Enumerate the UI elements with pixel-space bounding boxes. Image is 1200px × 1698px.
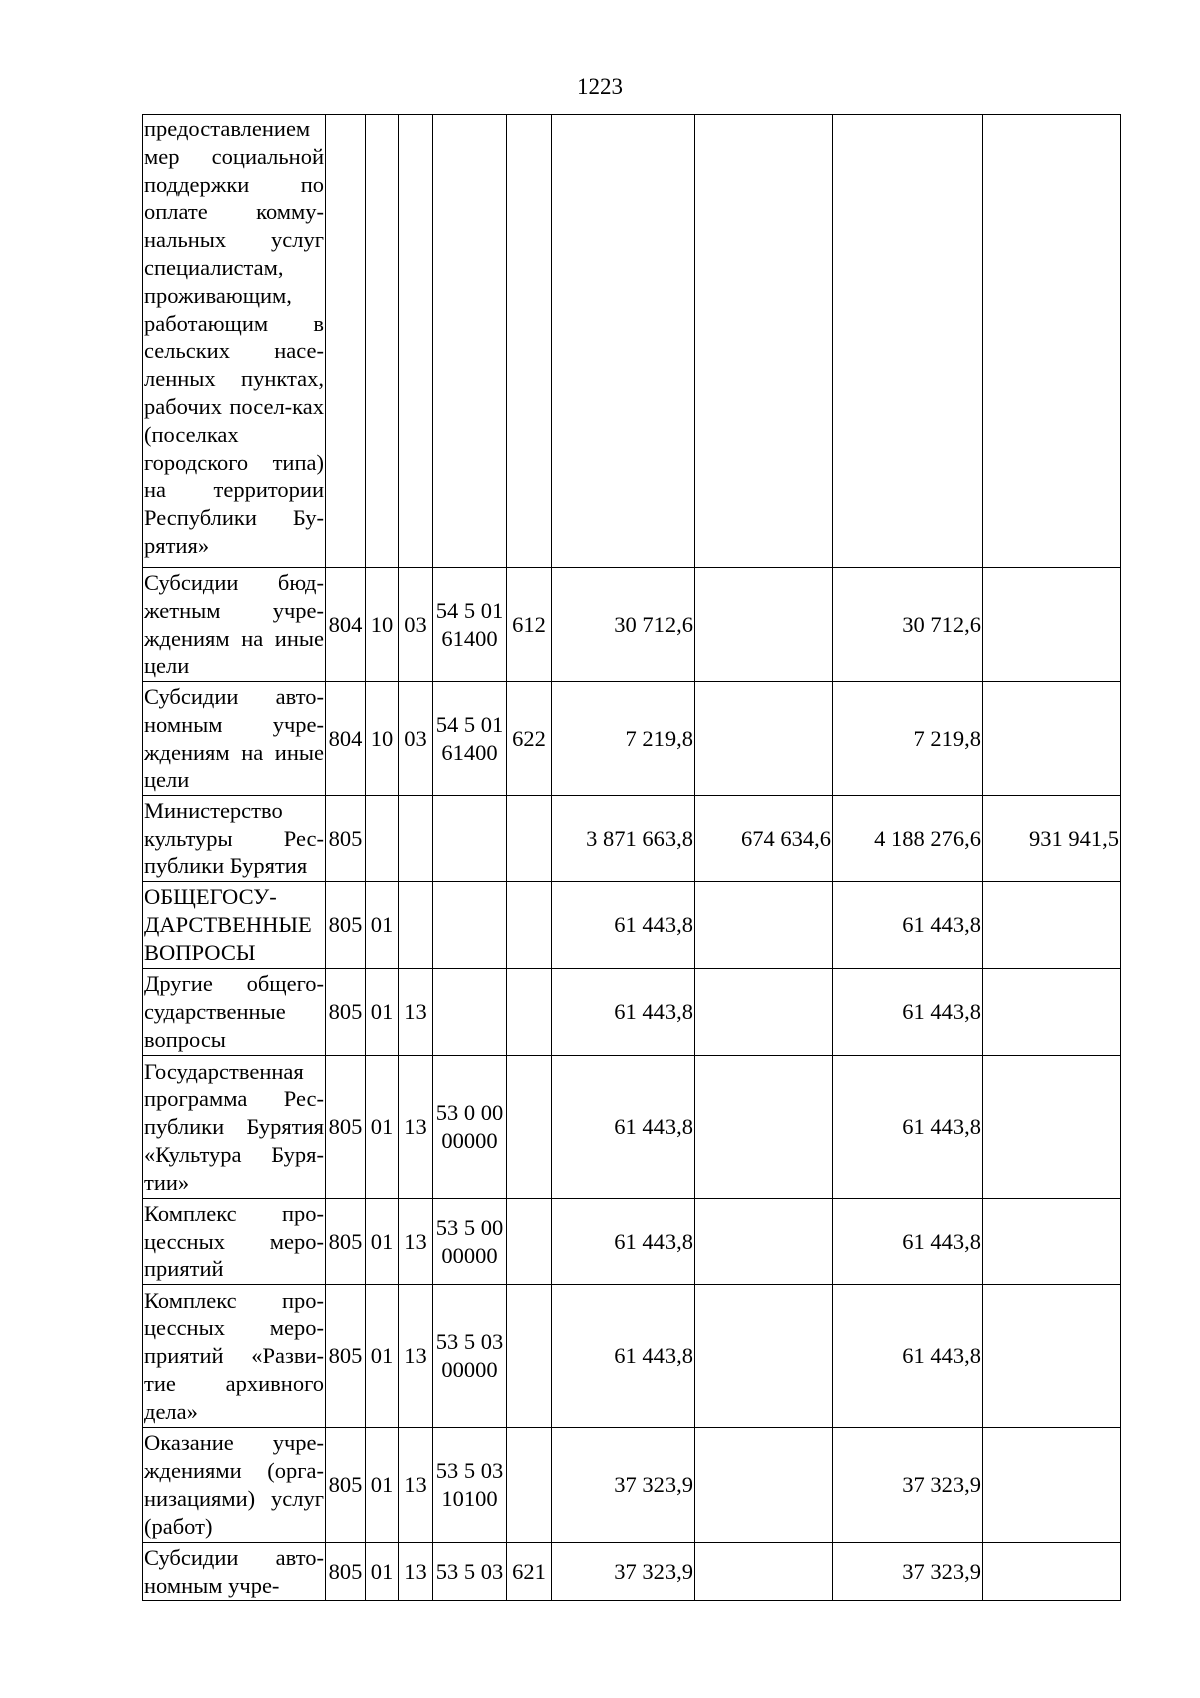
row-value-1: 61 443,8 bbox=[552, 1199, 695, 1285]
row-value-3: 7 219,8 bbox=[833, 682, 983, 796]
row-subsection-code: 13 bbox=[399, 1543, 433, 1601]
row-value-4 bbox=[983, 1199, 1121, 1285]
row-target-article bbox=[433, 882, 507, 969]
row-gr-code: 804 bbox=[326, 682, 366, 796]
row-subsection-code: 13 bbox=[399, 1199, 433, 1285]
table-row bbox=[143, 1543, 1121, 1601]
row-value-2 bbox=[695, 115, 833, 568]
row-value-3: 4 188 276,6 bbox=[833, 796, 983, 882]
row-gr-code: 805 bbox=[326, 796, 366, 882]
row-subsection-code bbox=[399, 115, 433, 568]
row-gr-code: 805 bbox=[326, 1056, 366, 1199]
row-value-2 bbox=[695, 1199, 833, 1285]
row-expense-type: 612 bbox=[507, 568, 552, 682]
row-expense-type bbox=[507, 1056, 552, 1199]
row-target-article: 53 5 00 00000 bbox=[433, 1199, 507, 1285]
row-value-3: 61 443,8 bbox=[833, 1056, 983, 1199]
row-value-1: 61 443,8 bbox=[552, 882, 695, 969]
row-subsection-code: 13 bbox=[399, 1428, 433, 1543]
row-value-2 bbox=[695, 1056, 833, 1199]
page-number: 1223 bbox=[577, 74, 623, 99]
row-target-article: 54 5 01 61400 bbox=[433, 568, 507, 682]
row-subsection-code: 13 bbox=[399, 1056, 433, 1199]
row-expense-type bbox=[507, 969, 552, 1056]
row-name: Субсидии бюд-жетным учре-ждениям на иные цели bbox=[143, 568, 326, 682]
row-value-4 bbox=[983, 1543, 1121, 1601]
row-value-2 bbox=[695, 969, 833, 1056]
row-value-2 bbox=[695, 1543, 833, 1601]
row-value-4 bbox=[983, 969, 1121, 1056]
row-value-1: 3 871 663,8 bbox=[552, 796, 695, 882]
row-gr-code: 805 bbox=[326, 969, 366, 1056]
row-value-3: 37 323,9 bbox=[833, 1543, 983, 1601]
row-section-code: 01 bbox=[366, 969, 399, 1056]
row-name: ОБЩЕГОСУ-ДАРСТВЕННЫЕ ВОПРОСЫ bbox=[143, 882, 326, 969]
table-row bbox=[143, 115, 1121, 568]
row-name: Министерство культуры Рес-публики Бурятия bbox=[143, 796, 326, 882]
row-section-code: 01 bbox=[366, 1056, 399, 1199]
row-value-2 bbox=[695, 682, 833, 796]
table-row bbox=[143, 1199, 1121, 1285]
row-gr-code: 805 bbox=[326, 1199, 366, 1285]
row-gr-code: 805 bbox=[326, 1285, 366, 1428]
row-expense-type: 621 bbox=[507, 1543, 552, 1601]
row-section-code: 01 bbox=[366, 1285, 399, 1428]
table-row bbox=[143, 1428, 1121, 1543]
row-expense-type bbox=[507, 1199, 552, 1285]
row-section-code: 10 bbox=[366, 682, 399, 796]
row-gr-code: 805 bbox=[326, 882, 366, 969]
row-subsection-code: 13 bbox=[399, 969, 433, 1056]
row-expense-type bbox=[507, 882, 552, 969]
row-value-4 bbox=[983, 115, 1121, 568]
table-row bbox=[143, 568, 1121, 682]
row-gr-code: 805 bbox=[326, 1543, 366, 1601]
row-section-code: 01 bbox=[366, 1199, 399, 1285]
row-target-article: 53 0 00 00000 bbox=[433, 1056, 507, 1199]
row-section-code: 01 bbox=[366, 1543, 399, 1601]
row-value-1: 37 323,9 bbox=[552, 1543, 695, 1601]
row-value-1: 37 323,9 bbox=[552, 1428, 695, 1543]
row-value-3: 61 443,8 bbox=[833, 1285, 983, 1428]
row-subsection-code: 03 bbox=[399, 682, 433, 796]
table-row bbox=[143, 882, 1121, 969]
row-value-3 bbox=[833, 115, 983, 568]
row-name: Комплекс про-цессных меро-приятий «Разви-тие архивного дела» bbox=[143, 1285, 326, 1428]
row-value-4 bbox=[983, 1285, 1121, 1428]
table-row bbox=[143, 969, 1121, 1056]
row-name: Государственная программа Рес-публики Бурятия «Культура Буря-тии» bbox=[143, 1056, 326, 1199]
row-value-1: 61 443,8 bbox=[552, 1056, 695, 1199]
row-value-4 bbox=[983, 568, 1121, 682]
table-row bbox=[143, 1056, 1121, 1199]
row-target-article bbox=[433, 796, 507, 882]
row-subsection-code: 13 bbox=[399, 1285, 433, 1428]
row-value-3: 61 443,8 bbox=[833, 1199, 983, 1285]
row-value-3: 61 443,8 bbox=[833, 882, 983, 969]
row-section-code: 01 bbox=[366, 1428, 399, 1543]
table-row bbox=[143, 682, 1121, 796]
table-row bbox=[143, 1285, 1121, 1428]
row-expense-type bbox=[507, 796, 552, 882]
row-value-3: 30 712,6 bbox=[833, 568, 983, 682]
row-target-article bbox=[433, 969, 507, 1056]
row-target-article: 53 5 03 00000 bbox=[433, 1285, 507, 1428]
row-value-4 bbox=[983, 1428, 1121, 1543]
row-gr-code: 804 bbox=[326, 568, 366, 682]
row-name: предоставлением мер социальной поддержки по оплате комму-нальных услуг специалистам, проживающим, работающим в сельских насе-ленных пунктах, рабочих посел-ках (поселках городского типа) на территории Республики Бу-рятия» bbox=[143, 115, 326, 568]
row-value-1: 61 443,8 bbox=[552, 1285, 695, 1428]
row-gr-code: 805 bbox=[326, 1428, 366, 1543]
row-target-article: 53 5 03 10100 bbox=[433, 1428, 507, 1543]
row-value-1: 61 443,8 bbox=[552, 969, 695, 1056]
row-target-article bbox=[433, 115, 507, 568]
row-value-4 bbox=[983, 1056, 1121, 1199]
row-gr-code bbox=[326, 115, 366, 568]
row-value-1 bbox=[552, 115, 695, 568]
row-value-4 bbox=[983, 682, 1121, 796]
row-expense-type bbox=[507, 1285, 552, 1428]
row-section-code: 01 bbox=[366, 882, 399, 969]
row-section-code bbox=[366, 796, 399, 882]
row-subsection-code bbox=[399, 882, 433, 969]
row-name: Комплекс про-цессных меро-приятий bbox=[143, 1199, 326, 1285]
row-name: Оказание учре-ждениями (орга-низациями) услуг (работ) bbox=[143, 1428, 326, 1543]
row-name: Субсидии авто-номным учре- bbox=[143, 1543, 326, 1601]
row-value-2 bbox=[695, 1428, 833, 1543]
row-value-2 bbox=[695, 1285, 833, 1428]
row-value-4 bbox=[983, 882, 1121, 969]
row-section-code: 10 bbox=[366, 568, 399, 682]
row-subsection-code: 03 bbox=[399, 568, 433, 682]
row-value-1: 7 219,8 bbox=[552, 682, 695, 796]
row-value-3: 61 443,8 bbox=[833, 969, 983, 1056]
row-value-1: 30 712,6 bbox=[552, 568, 695, 682]
row-expense-type bbox=[507, 1428, 552, 1543]
table-row bbox=[143, 796, 1121, 882]
row-target-article: 54 5 01 61400 bbox=[433, 682, 507, 796]
row-name: Субсидии авто-номным учре-ждениям на иные цели bbox=[143, 682, 326, 796]
row-subsection-code bbox=[399, 796, 433, 882]
row-value-2: 674 634,6 bbox=[695, 796, 833, 882]
row-target-article: 53 5 03 bbox=[433, 1543, 507, 1601]
row-value-2 bbox=[695, 568, 833, 682]
budget-table bbox=[142, 114, 1121, 1601]
row-value-3: 37 323,9 bbox=[833, 1428, 983, 1543]
row-value-4: 931 941,5 bbox=[983, 796, 1121, 882]
row-expense-type bbox=[507, 115, 552, 568]
row-value-2 bbox=[695, 882, 833, 969]
table-body bbox=[143, 115, 1121, 1601]
row-section-code bbox=[366, 115, 399, 568]
row-name: Другие общего-сударственные вопросы bbox=[143, 969, 326, 1056]
row-expense-type: 622 bbox=[507, 682, 552, 796]
